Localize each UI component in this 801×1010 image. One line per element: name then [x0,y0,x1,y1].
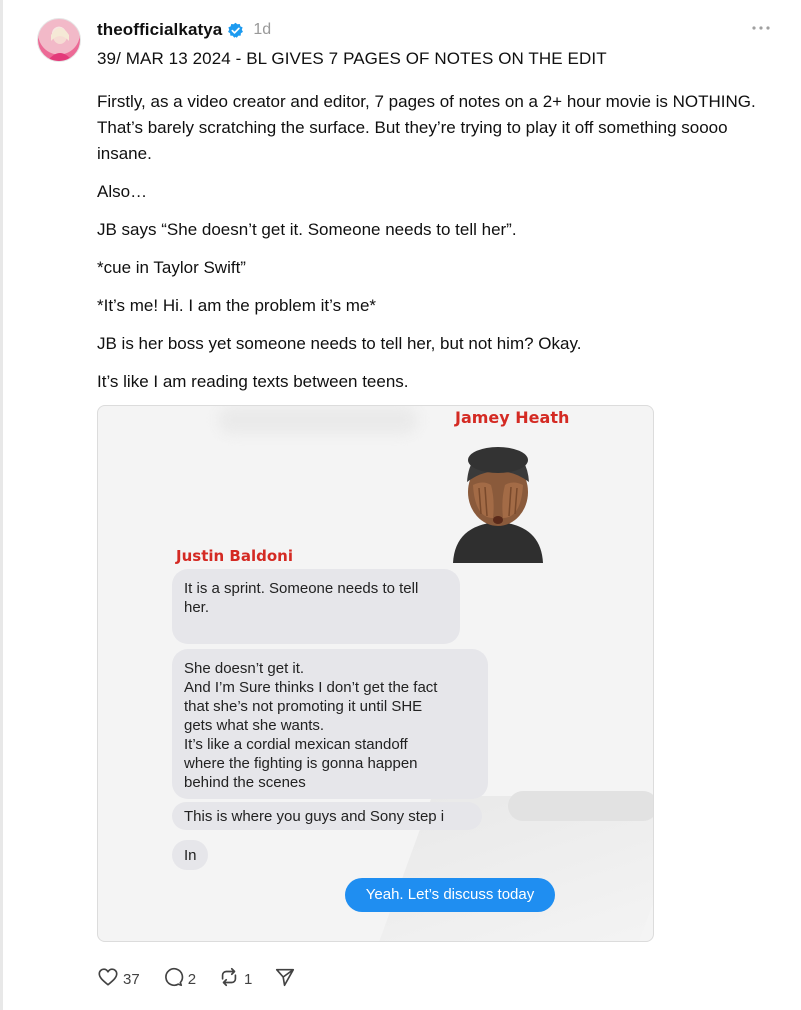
contact-name-top: Jamey Heath [455,408,570,427]
left-rail [0,0,3,1010]
post-paragraph: *cue in Taylor Swift” [97,258,246,277]
share-icon [274,966,296,993]
verified-badge-icon [227,22,244,39]
post-header [97,18,781,42]
post-paragraph: *It’s me! Hi. I am the problem it’s me* [97,296,377,315]
heart-icon [97,966,119,993]
repost-icon [218,966,240,993]
message-bubble: This is where you guys and Sony step i [172,802,482,830]
avatar[interactable] [37,18,81,62]
post-timestamp: 1d [253,21,272,38]
image-blur-artifact [218,406,418,434]
post-paragraph: JB is her boss yet someone needs to tell her, but not him? Okay. [97,334,582,353]
message-bubble: She doesn’t get it. And I’m Sure thinks I don’t get the fact that she’s not promoting it until SHE gets what she wants. It’s like a cordial mexican standoff where the fighting is gonna happen behind the scenes [172,649,488,799]
username[interactable]: theofficialkatya [97,20,223,39]
repost-button[interactable] [218,966,252,993]
reply-button[interactable] [162,966,196,993]
reply-count: 2 [187,970,197,988]
more-icon[interactable] [749,18,773,38]
memoji-covering-face-icon [443,430,553,563]
message-bubble: It is a sprint. Someone needs to tell her. [172,569,460,644]
image-background-bar [508,791,654,821]
post-paragraph: It’s like I am reading texts between teens. [97,372,409,391]
post-title-line: 39/ MAR 13 2024 - BL GIVES 7 PAGES OF NOTES ON THE EDIT [97,49,607,68]
post-paragraph: JB says “She doesn’t get it. Someone needs to tell her”. [97,220,517,239]
message-bubble: In [172,840,208,870]
like-button[interactable] [97,966,140,993]
share-button[interactable] [274,966,296,993]
like-count: 37 [123,970,140,988]
comment-icon [162,966,184,993]
action-bar [97,966,318,992]
contact-name-left: Justin Baldoni [176,547,293,565]
post-paragraph: Firstly, as a video creator and editor, 7 pages of notes on a 2+ hour movie is NOTHING. That’s barely scratching the surface. But they’re trying to play it off something soooo insane. [97,92,761,163]
post-body [97,89,787,407]
repost-count: 1 [244,970,253,988]
post-image[interactable] [97,405,654,942]
reply-bubble: Yeah. Let’s discuss today [345,878,555,912]
post-paragraph: Also… [97,182,148,201]
